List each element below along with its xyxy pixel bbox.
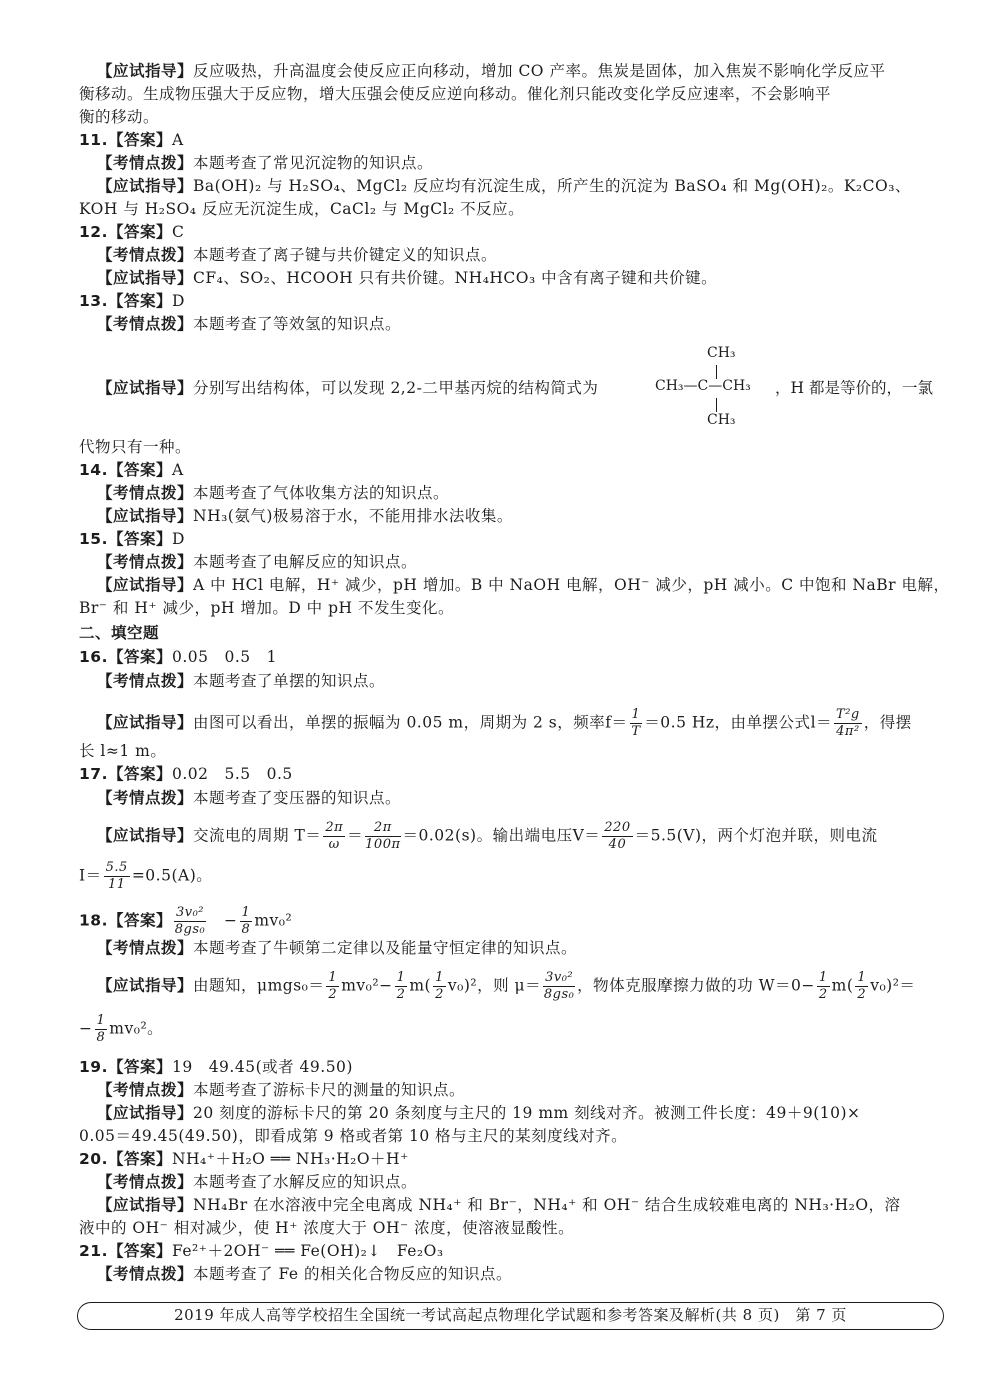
text-line: 衡移动。生成物压强大于反应物，增大压强会使反应逆向移动。催化剂只能改变化学反应速率，不会影响平 <box>79 85 832 103</box>
text-line: 长 l≈1 m。 <box>79 742 167 760</box>
answer-line: 16.【答案】0.05 0.5 1 <box>79 648 277 666</box>
text-line: 【考情点拨】本题考查了牛顿第二定律以及能量守恒定律的知识点。 <box>97 939 578 957</box>
text-line: 【应试指导】NH₄Br 在水溶液中完全电离成 NH₄⁺ 和 Br⁻，NH₄⁺ 和 OH⁻ 结合生成较难电离的 NH₃·H₂O，溶 <box>97 1196 901 1214</box>
text-line: − $\frac{1}{8}$ mv₀²。 <box>79 1013 164 1045</box>
text-line: 液中的 OH⁻ 相对减少，使 H⁺ 浓度大于 OH⁻ 浓度，使溶液显酸性。 <box>79 1219 575 1237</box>
text-line: 【考情点拨】本题考查了 Fe 的相关化合物反应的知识点。 <box>97 1265 512 1283</box>
answer-line: 11.【答案】A <box>79 131 184 149</box>
section-heading: 二、填空题 <box>79 624 160 642</box>
formula-tail: ，H 都是等价的，一氯 <box>775 379 933 397</box>
answer-line: 20.【答案】NH₄⁺＋H₂O ══ NH₃·H₂O＋H⁺ <box>79 1150 409 1168</box>
text-line: 【应试指导】Ba(OH)₂ 与 H₂SO₄、MgCl₂ 反应均有沉淀生成，所产生的沉淀为 BaSO₄ 和 Mg(OH)₂。K₂CO₃、 <box>97 177 911 195</box>
text-line: Br⁻ 和 H⁺ 减少，pH 增加。D 中 pH 不发生变化。 <box>79 599 454 617</box>
text-line: 【应试指导】20 刻度的游标卡尺的第 20 条刻度与主尺的 19 mm 刻线对齐。被测工件长度：49＋9(10)× <box>97 1104 861 1122</box>
text-line: 【应试指导】分别写出结构体，可以发现 2,2-二甲基丙烷的结构简式为 <box>97 379 599 397</box>
answer-line: 13.【答案】D <box>79 292 185 310</box>
answer-line: 19.【答案】19 49.45(或者 49.50) <box>79 1058 353 1076</box>
text-line: 代物只有一种。 <box>79 438 192 456</box>
answer-line: 17.【答案】0.02 5.5 0.5 <box>79 765 293 783</box>
text-line: 【应试指导】交流电的周期 T＝ $\frac{2\pi}{\omega}$ ＝ $\frac{2\pi}{100\pi}$ ＝0.02(s)。输出端电压V＝ $\frac{220}{40}$ ＝5.5(V)，两个灯泡并联，则电流 <box>97 820 878 852</box>
answer-line: 18.【答案】 $\frac{\text{3v₀²}}{\text{8gs₀}}$ − $\frac{1}{8}$ mv₀² <box>79 905 293 937</box>
text-line: 【考情点拨】本题考查了游标卡尺的测量的知识点。 <box>97 1081 466 1099</box>
text-line: 【应试指导】CF₄、SO₂、HCOOH 只有共价键。NH₄HCO₃ 中含有离子键和共价键。 <box>97 269 718 287</box>
text-line: 【考情点拨】本题考查了常见沉淀物的知识点。 <box>97 154 434 172</box>
text-line: 【考情点拨】本题考查了变压器的知识点。 <box>97 789 402 807</box>
structural-formula: CH₃ CH₃—C—CH₃ CH₃ <box>655 345 751 428</box>
answer-line: 21.【答案】Fe²⁺＋2OH⁻ ══ Fe(OH)₂↓ Fe₂O₃ <box>79 1242 444 1260</box>
text-line: 【考情点拨】本题考查了电解反应的知识点。 <box>97 553 418 571</box>
text-line: 【应试指导】NH₃(氨气)极易溶于水，不能用排水法收集。 <box>97 507 513 525</box>
text-line: KOH 与 H₂SO₄ 反应无沉淀生成，CaCl₂ 与 MgCl₂ 不反应。 <box>79 200 525 218</box>
page-footer: 2019 年成人高等学校招生全国统一考试高起点物理化学试题和参考答案及解析(共 8 页) 第 7 页 <box>77 1302 944 1330</box>
text-line: 【应试指导】A 中 HCl 电解，H⁺ 减少，pH 增加。B 中 NaOH 电解，OH⁻ 减少，pH 减小。C 中饱和 NaBr 电解， <box>97 576 950 594</box>
text-line: 【考情点拨】本题考查了等效氢的知识点。 <box>97 315 402 333</box>
text-line: 衡的移动。 <box>79 108 160 126</box>
answer-line: 15.【答案】D <box>79 530 185 548</box>
answer-line: 14.【答案】A <box>79 461 184 479</box>
text-line: 【应试指导】由题知，μmgs₀＝ $\frac{1}{2}$ mv₀²− $\frac{1}{2}$ m( $\frac{1}{2}$ v₀)²，则 μ＝ $\frac{\text{3v₀²}}{\text{8gs₀}}$ ，物体克服摩擦力做的功 W＝0− $\frac{1}{2}$ m( $\frac{1}{2}$ v₀)²＝ <box>97 970 916 1002</box>
text-line: 【应试指导】由图可以看出，单摆的振幅为 0.05 m，周期为 2 s，频率f＝ $\frac{1}{T}$ ＝0.5 Hz，由单摆公式l＝ $\frac{\text{T²g}}{\text{4π²}}$ ，得摆 <box>97 707 912 739</box>
text-line: 0.05＝49.45(49.50)，即看成第 9 格或者第 10 格与主尺的某刻度线对齐。 <box>79 1127 628 1145</box>
text-line: 【考情点拨】本题考查了水解反应的知识点。 <box>97 1173 418 1191</box>
text-line: 【考情点拨】本题考查了离子键与共价键定义的知识点。 <box>97 246 498 264</box>
text-line: I＝ $\frac{5.5}{11}$ =0.5(A)。 <box>79 860 213 892</box>
text-line: 【考情点拨】本题考查了单摆的知识点。 <box>97 672 386 690</box>
text-line: 【考情点拨】本题考查了气体收集方法的知识点。 <box>97 484 450 502</box>
answer-line: 12.【答案】C <box>79 223 185 241</box>
text-line: 【应试指导】反应吸热，升高温度会使反应正向移动，增加 CO 产率。焦炭是固体，加入焦炭不影响化学反应平 <box>97 62 886 80</box>
